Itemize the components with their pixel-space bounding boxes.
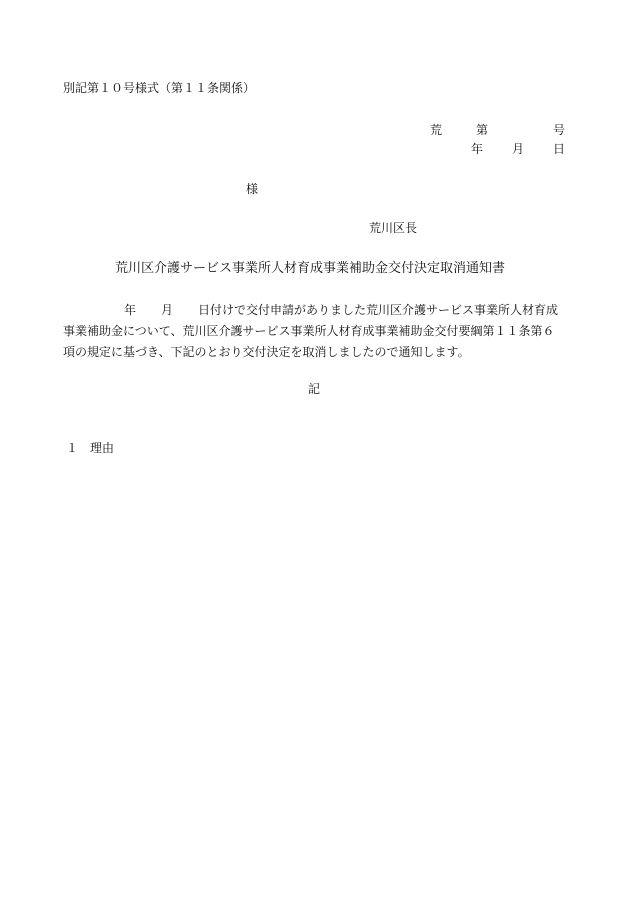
issuer-name: 荒川区長 [369, 221, 418, 235]
reference-dai: 第 [476, 123, 489, 137]
date-year: 年 [471, 142, 484, 156]
reference-prefix: 荒 [430, 123, 443, 137]
body-line-1 [63, 300, 573, 321]
note-mark: 記 [308, 382, 321, 396]
body-year: 年 [124, 303, 137, 317]
reference-number [430, 123, 565, 137]
reference-go: 号 [553, 123, 566, 137]
body-month: 月 [161, 303, 174, 317]
body-paragraph [63, 300, 573, 363]
addressee-suffix: 様 [246, 182, 259, 196]
item-label: 理由 [90, 441, 115, 455]
document-title: 荒川区介護サービス事業所人材育成事業補助金交付決定取消通知書 [115, 261, 506, 276]
form-label: 別記第１０号様式（第１１条関係） [63, 81, 256, 95]
body-line-1-text: 日付けで交付申請がありました荒川区介護サービス事業所人材育成 [198, 303, 559, 317]
body-line-2: 事業補助金について、荒川区介護サービス事業所人材育成事業補助金交付要綱第１１条第６ [63, 324, 555, 338]
item-number: １ [66, 441, 79, 455]
issue-date [471, 142, 565, 156]
date-month: 月 [512, 142, 525, 156]
date-day: 日 [553, 142, 566, 156]
body-line-3: 項の規定に基づき、下記のとおり交付決定を取消しましたので通知します。 [63, 345, 470, 359]
item-reason [66, 441, 114, 455]
